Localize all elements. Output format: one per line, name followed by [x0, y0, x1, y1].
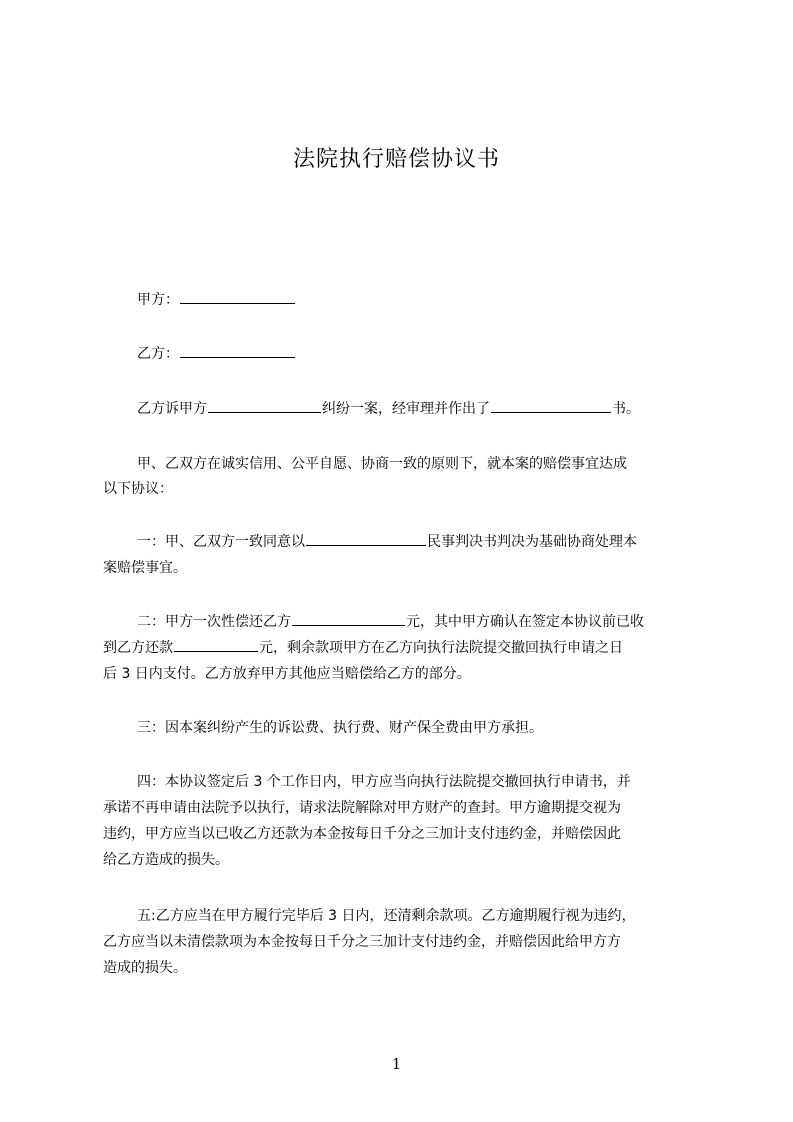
page-number: 1: [391, 1055, 402, 1073]
clause-5-line-1: 五:乙方应当在甲方履行完毕后 3 日内，还清剩余款项。乙方逾期履行视为违约，: [137, 908, 636, 924]
clause-1-text-1: 一：甲、乙双方一致同意以: [137, 534, 305, 550]
clause-4-line-4: 给乙方造成的损失。: [103, 852, 229, 868]
clause-2-line-3: 后 3 日内支付。乙方放弃甲方其他应当赔偿给乙方的部分。: [103, 666, 471, 682]
clause-2-text-3: 到乙方还款: [103, 640, 173, 656]
party-a-line: [137, 286, 737, 314]
dispute-type-blank: [208, 397, 321, 413]
judgment-number-blank: [306, 530, 426, 546]
clause-5-line-3: 造成的损失。: [103, 960, 187, 976]
clause-5-line-2: 乙方应当以未清偿款项为本金按每日千分之三加计支付违约金，并赔偿因此给甲方方: [103, 934, 621, 950]
intro-text-2: 纠纷一案，经审理并作出了: [322, 401, 490, 417]
intro-line: [137, 395, 737, 423]
preamble-line-2: 以下协议：: [103, 481, 173, 497]
preamble-line-1: 甲、乙双方在诚实信用、公平自愿、协商一致的原则下，就本案的赔偿事宜达成: [137, 456, 627, 472]
received-amount-blank: [174, 636, 258, 652]
clause-2-text-1: 二：甲方一次性偿还乙方: [137, 614, 291, 630]
total-amount-blank: [292, 610, 405, 626]
party-b-line: [137, 340, 737, 368]
party-b-label: 乙方：: [137, 346, 179, 362]
party-b-blank: [180, 342, 295, 358]
clause-4-line-1: 四：本协议签定后 3 个工作日内，甲方应当向执行法院提交撤回执行申请书，并: [137, 774, 631, 790]
intro-text-1: 乙方诉甲方: [137, 401, 207, 417]
judgment-type-blank: [491, 397, 611, 413]
clause-1-line-1: [137, 528, 737, 556]
clause-2-text-4: 元，剩余款项甲方在乙方向执行法院提交撤回执行申请之日: [259, 640, 623, 656]
clause-2-text-2: 元，其中甲方确认在签定本协议前已收: [406, 614, 644, 630]
clause-2-line-2: [103, 634, 703, 662]
clause-1-text-2: 民事判决书判决为基础协商处理本: [427, 534, 637, 550]
document-title: 法院执行赔偿协议书: [292, 147, 500, 172]
clause-4-line-2: 承诺不再申请由法院予以执行，请求法院解除对甲方财产的查封。甲方逾期提交视为: [103, 800, 621, 816]
party-a-blank: [180, 288, 295, 304]
intro-text-3: 书。: [612, 401, 640, 417]
clause-4-line-3: 违约，甲方应当以已收乙方还款为本金按每日千分之三加计支付违约金，并赔偿因此: [103, 826, 621, 842]
clause-3-line-1: 三：因本案纠纷产生的诉讼费、执行费、财产保全费由甲方承担。: [137, 720, 543, 736]
clause-2-line-1: [137, 608, 737, 636]
clause-1-line-2: 案赔偿事宜。: [103, 560, 187, 576]
party-a-label: 甲方：: [137, 292, 179, 308]
